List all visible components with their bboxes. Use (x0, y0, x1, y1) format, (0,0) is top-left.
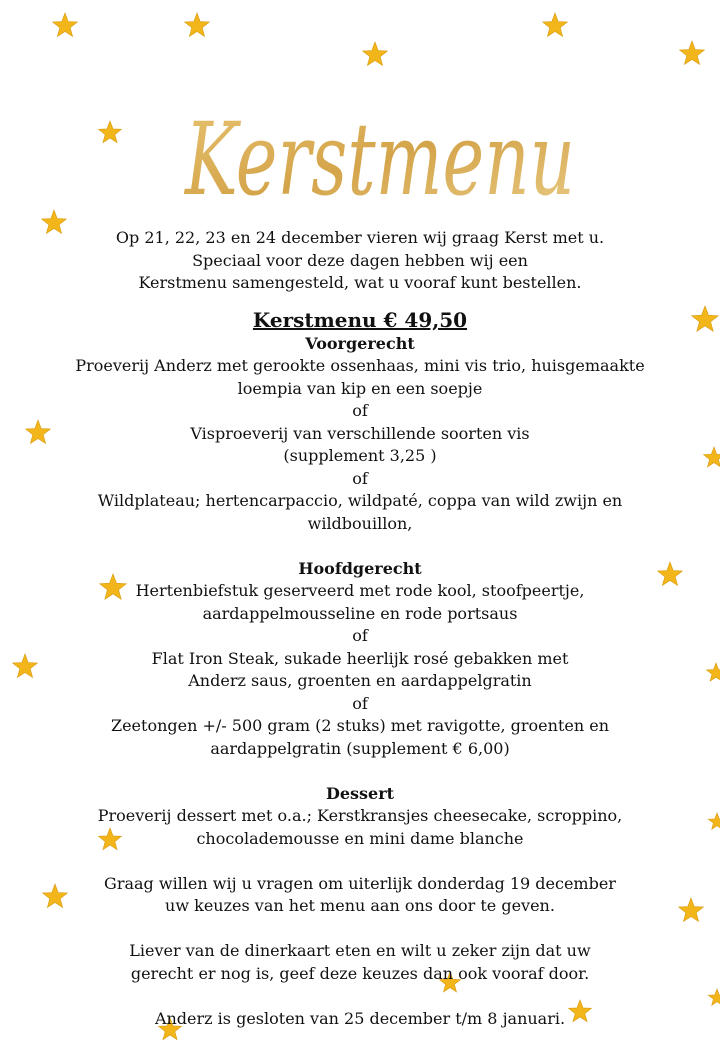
menu-line: Hertenbiefstuk geserveerd met rode kool, stoofpeertje, (135, 581, 585, 600)
hoofdgerecht-heading: Hoofdgerecht (298, 558, 422, 578)
intro-line: Speciaal voor deze dagen hebben wij een (192, 250, 528, 270)
spacer (0, 850, 720, 873)
spacer (0, 985, 720, 1008)
menu-line: chocolademousse en mini dame blanche (196, 828, 524, 848)
star-icon (363, 42, 388, 66)
menu-line: wildbouillon, (307, 513, 413, 533)
kerstmenu-title-script (170, 82, 590, 232)
menu-line: loempia van kip en een soepje (237, 378, 483, 398)
or-separator: of (352, 693, 368, 713)
menu-line: Flat Iron Steak, sukade heerlijk rosé gebakken met (151, 648, 569, 668)
menu-line: Visproeverij van verschillende soorten vis (190, 423, 530, 443)
star-icon (99, 121, 122, 143)
menu-line: (supplement 3,25 ) (283, 446, 437, 465)
order-deadline-note: uw keuzes van het menu aan ons door te geven. (165, 896, 555, 915)
voorgerecht-heading: Voorgerecht (305, 333, 415, 353)
spacer (0, 918, 720, 941)
intro-line: Kerstmenu samengesteld, wat u vooraf kunt bestellen. (138, 273, 582, 292)
star-icon (680, 41, 705, 65)
dinner-card-note: gerecht er nog is, geef deze keuzes dan ook vooraf door. (130, 963, 590, 983)
menu-line: aardappelgratin (supplement € 6,00) (210, 738, 510, 758)
dessert-heading: Dessert (325, 783, 395, 803)
menu-line: Proeverij Anderz met gerookte ossenhaas, mini vis trio, huisgemaakte (75, 356, 645, 375)
menu-line: Proeverij dessert met o.a.; Kerstkransjes cheesecake, scroppino, (97, 806, 623, 825)
spacer (0, 535, 720, 558)
or-separator: of (352, 401, 368, 420)
dinner-card-note: Liever van de dinerkaart eten en wilt u zeker zijn dat uw (129, 941, 591, 960)
order-deadline-note: Graag willen wij u vragen om uiterlijk donderdag 19 december (104, 873, 616, 893)
menu-price-heading: Kerstmenu € 49,50 (252, 307, 468, 332)
menu-line: Zeetongen +/- 500 gram (2 stuks) met ravigotte, groenten en (110, 716, 610, 735)
star-icon (185, 13, 210, 37)
closing-notice: Anderz is gesloten van 25 december t/m 8 januari. (154, 1008, 566, 1028)
menu-content (0, 227, 720, 1030)
star-icon (53, 13, 78, 37)
or-separator: of (352, 626, 368, 645)
menu-line: Wildplateau; hertencarpaccio, wildpaté, coppa van wild zwijn en (97, 491, 623, 510)
title-text: Kerstmenu (183, 101, 576, 218)
menu-line: Anderz saus, groenten en aardappelgratin (188, 671, 532, 690)
star-icon (543, 13, 568, 37)
intro-block (0, 227, 720, 295)
intro-line: Op 21, 22, 23 en 24 december vieren wij graag Kerst met u. (115, 228, 605, 247)
menu-line: aardappelmousseline en rode portsaus (202, 603, 518, 623)
spacer (0, 760, 720, 783)
or-separator: of (352, 468, 368, 488)
